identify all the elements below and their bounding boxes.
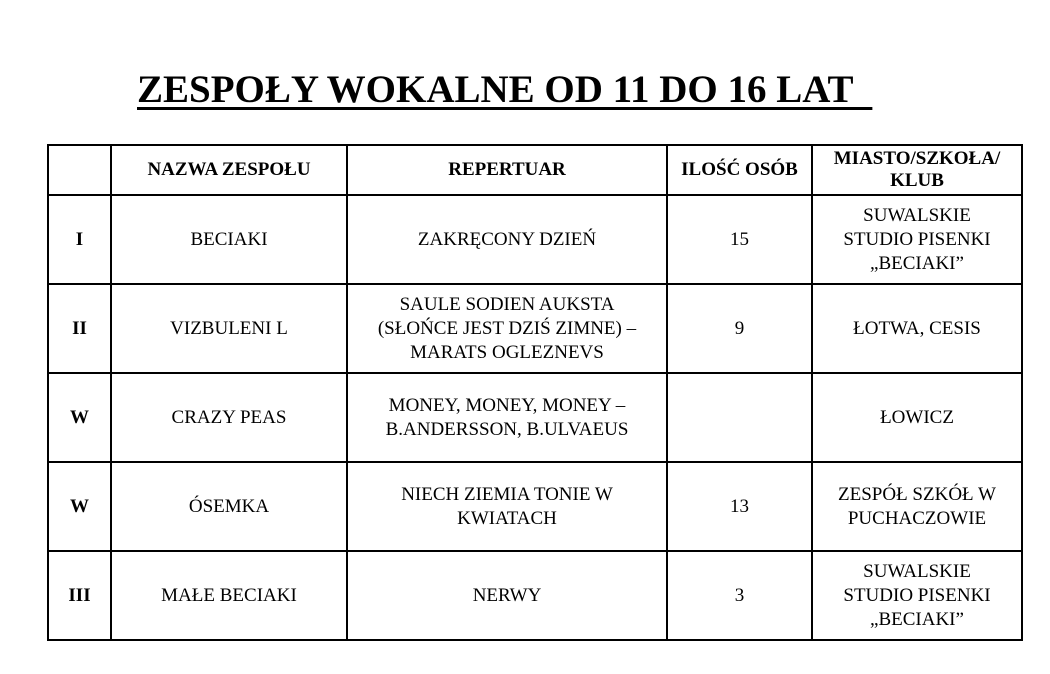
header-name: NAZWA ZESPOŁU xyxy=(111,145,347,195)
row-repertoire: ZAKRĘCONY DZIEŃ xyxy=(347,195,667,284)
row-name: ÓSEMKA xyxy=(111,462,347,551)
table-header-row xyxy=(48,145,1022,195)
row-count: 3 xyxy=(667,551,812,640)
row-city: ŁOWICZ xyxy=(812,373,1022,462)
row-city: SUWALSKIE STUDIO PISENKI „BECIAKI” xyxy=(812,551,1022,640)
header-repertoire: REPERTUAR xyxy=(347,145,667,195)
row-city: SUWALSKIE STUDIO PISENKI „BECIAKI” xyxy=(812,195,1022,284)
row-name: MAŁE BECIAKI xyxy=(111,551,347,640)
row-name: VIZBULENI L xyxy=(111,284,347,373)
row-city: ŁOTWA, CESIS xyxy=(812,284,1022,373)
row-repertoire: NERWY xyxy=(347,551,667,640)
header-place xyxy=(48,145,111,195)
table-row xyxy=(48,195,1022,284)
row-city: ZESPÓŁ SZKÓŁ W PUCHACZOWIE xyxy=(812,462,1022,551)
row-count: 9 xyxy=(667,284,812,373)
row-place: W xyxy=(48,373,111,462)
row-repertoire: NIECH ZIEMIA TONIE W KWIATACH xyxy=(347,462,667,551)
row-repertoire: SAULE SODIEN AUKSTA (SŁOŃCE JEST DZIŚ ZIMNE) – MARATS OGLEZNEVS xyxy=(347,284,667,373)
header-count: ILOŚĆ OSÓB xyxy=(667,145,812,195)
row-count xyxy=(667,373,812,462)
row-count: 15 xyxy=(667,195,812,284)
table-row xyxy=(48,462,1022,551)
table-row xyxy=(48,284,1022,373)
row-place: II xyxy=(48,284,111,373)
row-name: BECIAKI xyxy=(111,195,347,284)
row-name: CRAZY PEAS xyxy=(111,373,347,462)
table-row xyxy=(48,373,1022,462)
results-table xyxy=(47,144,1023,641)
row-place: I xyxy=(48,195,111,284)
row-count: 13 xyxy=(667,462,812,551)
table-row xyxy=(48,551,1022,640)
header-city: MIASTO/SZKOŁA/ KLUB xyxy=(812,145,1022,195)
row-place: III xyxy=(48,551,111,640)
page-title: ZESPOŁY WOKALNE OD 11 DO 16 LAT xyxy=(137,68,873,111)
row-repertoire: MONEY, MONEY, MONEY – B.ANDERSSON, B.ULVAEUS xyxy=(347,373,667,462)
row-place: W xyxy=(48,462,111,551)
